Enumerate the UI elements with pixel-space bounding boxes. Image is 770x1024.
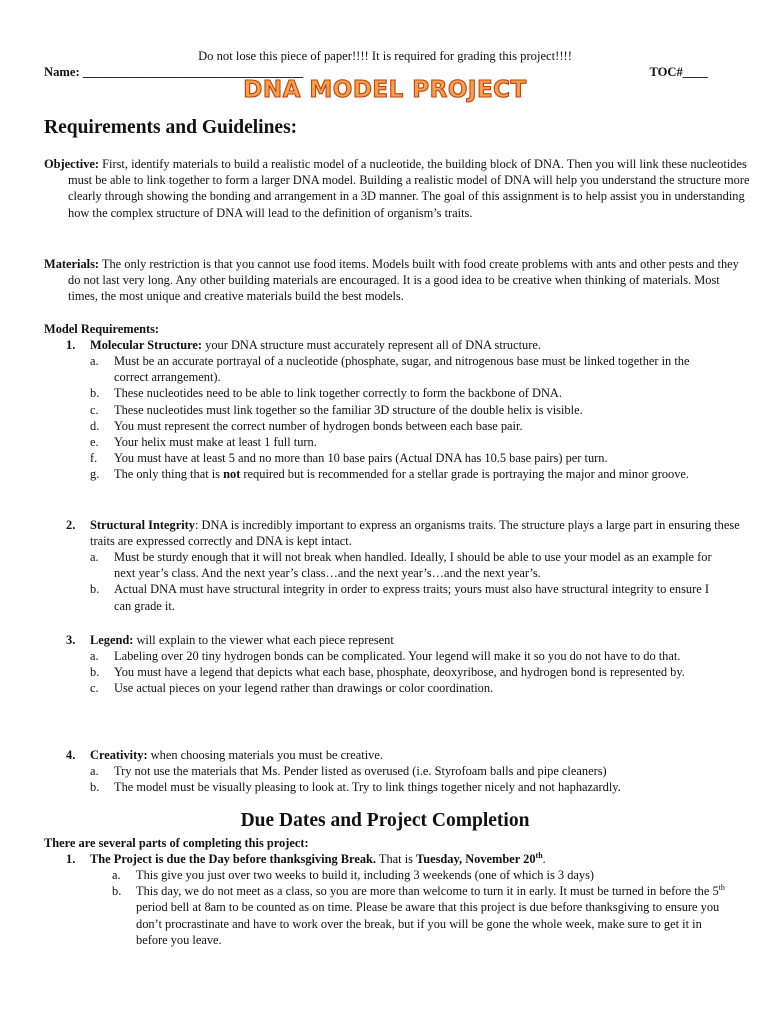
materials-label: Materials: xyxy=(44,257,100,271)
item-label: Molecular Structure: xyxy=(90,338,203,352)
due-item-mid: That is xyxy=(376,852,417,866)
list-item xyxy=(90,664,726,680)
item-text: Use actual pieces on your legend rather than drawings or color coordination. xyxy=(114,681,494,696)
name-field-label: Name: ___________________________________ xyxy=(44,65,304,79)
list-item xyxy=(112,867,726,883)
item-text: This give you just over two weeks to build it, including 3 weekends (one of which is 3 days) xyxy=(136,868,595,882)
item-text: You must represent the correct number of hydrogen bonds between each base pair. xyxy=(114,418,523,433)
materials-text: The only restriction is that you cannot use food items. Models built with food create problems with ants and other pests and they do not last very long. Any other building materials are encouraged. It is a good idea to be creative when thinking of materials. Most times, the most unique and creative materials build the best models. xyxy=(68,257,739,304)
item-text: your DNA structure must accurately represent all of DNA structure. xyxy=(202,338,541,352)
toc-field-label: TOC#____ xyxy=(649,65,708,79)
item-text: Must be sturdy enough that it will not break when handled. Ideally, I should be able to use your model as an example for next year’s class. And the next year’s class…and the next year’s…and the next year’s. xyxy=(114,550,712,581)
item-letter: b. xyxy=(90,582,100,597)
list-item xyxy=(112,883,726,948)
objective-text: First, identify materials to build a realistic model of a nucleotide, the building block of DNA. Then you will link these nucleotides must be able to link together to form a larger DNA model. Building a realistic model of DNA will help you understand the structure more clearly through showing the bonding and arrangement in a 3D manner. The goal of this assignment is to help assist you in understanding how the complex structure of DNA will lead to the definition of organism’s traits. xyxy=(68,157,750,220)
item-label: Legend: xyxy=(90,633,134,647)
item-text: The model must be visually pleasing to look at. Try to link things together nicely and not haphazardly. xyxy=(114,780,621,795)
item-text-1: This day, we do not meet as a class, so you are more than welcome to turn it in early. It must be turned in before the 5 xyxy=(136,884,719,899)
list-item xyxy=(90,779,726,795)
item-text: will explain to the viewer what each piece represent xyxy=(133,633,394,647)
item-letter: b. xyxy=(112,884,122,899)
grading-notice: Do not lose this piece of paper!!!! It is required for grading this project!!!! xyxy=(198,49,572,63)
item-text: Labeling over 20 tiny hydrogen bonds can be complicated. Your legend will make it so you do not have to do that. xyxy=(114,649,681,663)
requirement-item-1 xyxy=(66,337,726,353)
list-item xyxy=(90,385,726,401)
item-text: Must be an accurate portrayal of a nucleotide (phosphate, sugar, and nitrogenous base must be linked together in the correct arrangement). xyxy=(114,354,690,385)
item-letter: a. xyxy=(90,354,99,368)
list-item xyxy=(90,466,726,482)
item-number: 2. xyxy=(66,518,76,532)
item-letter: c. xyxy=(90,402,99,417)
requirement-item-2 xyxy=(66,517,750,549)
item-text-emphasis: not xyxy=(223,467,241,482)
due-item-end: . xyxy=(542,852,546,866)
requirement-2-subitems xyxy=(90,549,726,614)
objective-label: Objective: xyxy=(44,157,100,171)
item-number: 1. xyxy=(66,852,76,866)
item-letter: e. xyxy=(90,435,99,450)
item-letter: b. xyxy=(90,665,100,680)
due-intro: There are several parts of completing this project: xyxy=(44,836,309,850)
item-text-2: period bell at 8am to be counted as on time. Please be aware that this project is due before thanksgiving to ensure you don’t procrastinate and have to work over the break, but if you will be gone the whole week, make sure to get it in before you leave. xyxy=(136,900,720,947)
requirement-item-3 xyxy=(66,632,726,648)
list-item xyxy=(90,418,726,434)
item-label: Creativity: xyxy=(90,748,148,762)
item-text-post: required but is recommended for a stellar grade is portraying the major and minor groove. xyxy=(240,467,689,482)
item-letter: g. xyxy=(90,467,100,482)
objective-paragraph xyxy=(44,156,750,221)
due-dates-heading: Due Dates and Project Completion xyxy=(240,810,530,831)
materials-paragraph xyxy=(44,256,750,305)
item-text: Your helix must make at least 1 full turn. xyxy=(114,435,317,450)
item-text: when choosing materials you must be creative. xyxy=(147,748,383,762)
due-item-1 xyxy=(66,851,726,867)
item-text: : DNA is incredibly important to express an organisms traits. The structure plays a large part in ensuring these traits are expressed correctly and DNA is kept intact. xyxy=(90,518,740,549)
list-item xyxy=(90,402,726,418)
requirement-item-4 xyxy=(66,747,726,763)
list-item xyxy=(90,763,726,779)
item-letter: f. xyxy=(90,451,98,466)
item-number: 3. xyxy=(66,633,76,647)
list-item xyxy=(90,434,726,450)
item-text: You must have at least 5 and no more than 10 base pairs (Actual DNA has 10.5 base pairs) per turn. xyxy=(114,451,608,466)
list-item xyxy=(90,680,726,696)
item-letter: a. xyxy=(90,649,99,663)
item-number: 4. xyxy=(66,748,76,762)
due-date xyxy=(416,852,543,866)
item-text: These nucleotides need to be able to link together correctly to form the backbone of DNA. xyxy=(114,386,562,401)
item-letter: d. xyxy=(90,418,100,433)
requirement-3-subitems xyxy=(90,648,726,697)
list-item xyxy=(90,353,726,385)
list-item xyxy=(90,549,726,581)
item-letter: c. xyxy=(90,681,99,696)
item-text: These nucleotides must link together so the familiar 3D structure of the double helix is visible. xyxy=(114,402,583,417)
item-label: Structural Integrity xyxy=(90,518,195,532)
due-item-1-subitems xyxy=(112,867,726,948)
item-letter: b. xyxy=(90,780,100,795)
item-text-pre: The only thing that is xyxy=(114,467,224,482)
project-title: DNA MODEL PROJECT xyxy=(243,77,527,103)
item-letter: b. xyxy=(90,386,100,401)
item-letter: a. xyxy=(90,764,99,778)
due-item-label: The Project is due the Day before thanksgiving Break. xyxy=(90,852,377,866)
item-number: 1. xyxy=(66,338,76,352)
item-text: Try not use the materials that Ms. Pender listed as overused (i.e. Styrofoam balls and pipe cleaners) xyxy=(114,764,607,778)
list-item xyxy=(90,581,726,613)
requirements-heading: Requirements and Guidelines: xyxy=(44,117,298,138)
due-date-suffix: th xyxy=(535,850,543,860)
item-text: You must have a legend that depicts what each base, phosphate, deoxyribose, and hydrogen bond is represented by. xyxy=(114,665,685,680)
item-letter: a. xyxy=(112,868,121,882)
due-date-text: Tuesday, November 20 xyxy=(416,852,536,866)
list-item xyxy=(90,648,726,664)
item-text: Actual DNA must have structural integrity in order to express traits; yours must also have structural integrity to ensure I can grade it. xyxy=(114,582,709,613)
model-requirements-heading: Model Requirements: xyxy=(44,322,160,336)
requirement-4-subitems xyxy=(90,763,726,795)
requirement-1-subitems xyxy=(90,353,726,483)
period-suffix: th xyxy=(718,883,725,893)
item-letter: a. xyxy=(90,550,99,564)
list-item xyxy=(90,450,726,466)
